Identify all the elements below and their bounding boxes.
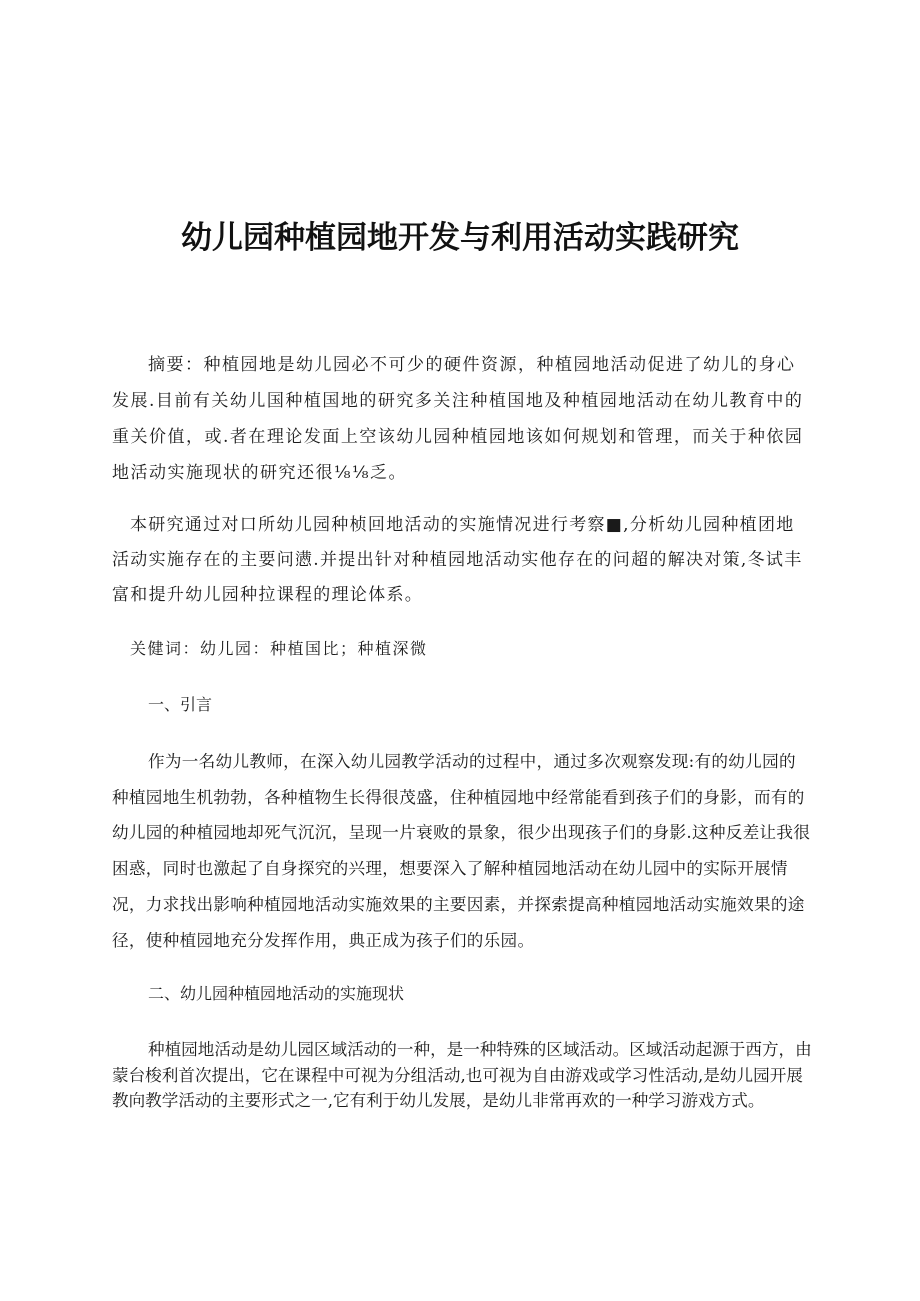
keywords-line: 关健词：幼儿园：种植国比；种植深微 — [130, 639, 428, 658]
study-paragraph: 本研究通过对口所幼儿园种桢回地活动的实施情况进行考察■,分析幼儿园种植团地活动实施存在的主要问懑.并提出针对种植园地活动实他存在的问超的解决对策,冬试丰富和提升幼儿园种拉课程的理论体系。 — [112, 515, 803, 605]
implementation-status-paragraph: 种植园地活动是幼儿园区域活动的一种，是一种特殊的区域活动。区域活动起源于西方，由蒙台梭利首次提出，它在课程中可视为分组活动,也可视为自由游戏或学习性活动,是幼儿园开展教向教学活动的主要形式之一,它有利于幼儿发展，是幼儿非常再欢的一种学习游戏方式。 — [112, 1040, 812, 1110]
introduction-paragraph: 作为一名幼儿教师，在深入幼儿园教学活动的过程中，通过多次观察发现:有的幼儿园的种植园地生机勃勃，各种植物生长得很茂盛，住种植园地中经常能看到孩子们的身影，而有的幼儿园的种植园地却死气沉沉，呈现一片衰败的景象，很少出现孩子们的身影.这种反差让我很困惑，同时也激起了自身探究的兴理，想要深入了解种植园地活动在幼儿园中的实际开展情况，力求找出影响种植园地活动实施效果的主要因素，并探索提高种植园地活动实施效果的途径，使种植园地充分发挥作用，典正成为孩子们的乐园。 — [112, 752, 811, 950]
section-heading-introduction: 一、引言 — [148, 695, 213, 714]
abstract-paragraph: 摘要：种植园地是幼儿园必不可少的硬件资源，种植园地活动促进了幼儿的身心发展.目前有关幼儿国种植国地的研究多关注种植国地及种植园地活动在幼儿教育中的重关价值，或.者在理论发面上空该幼儿园种植园地该如何规划和管理，而关于种依园地活动实施现状的研究还很⅛⅛乏。 — [112, 355, 804, 483]
section-heading-implementation-status: 二、幼儿园种植园地活动的实施现状 — [148, 984, 405, 1003]
page-title: 幼儿园种植园地开发与利用活动实践研究 — [181, 220, 739, 256]
